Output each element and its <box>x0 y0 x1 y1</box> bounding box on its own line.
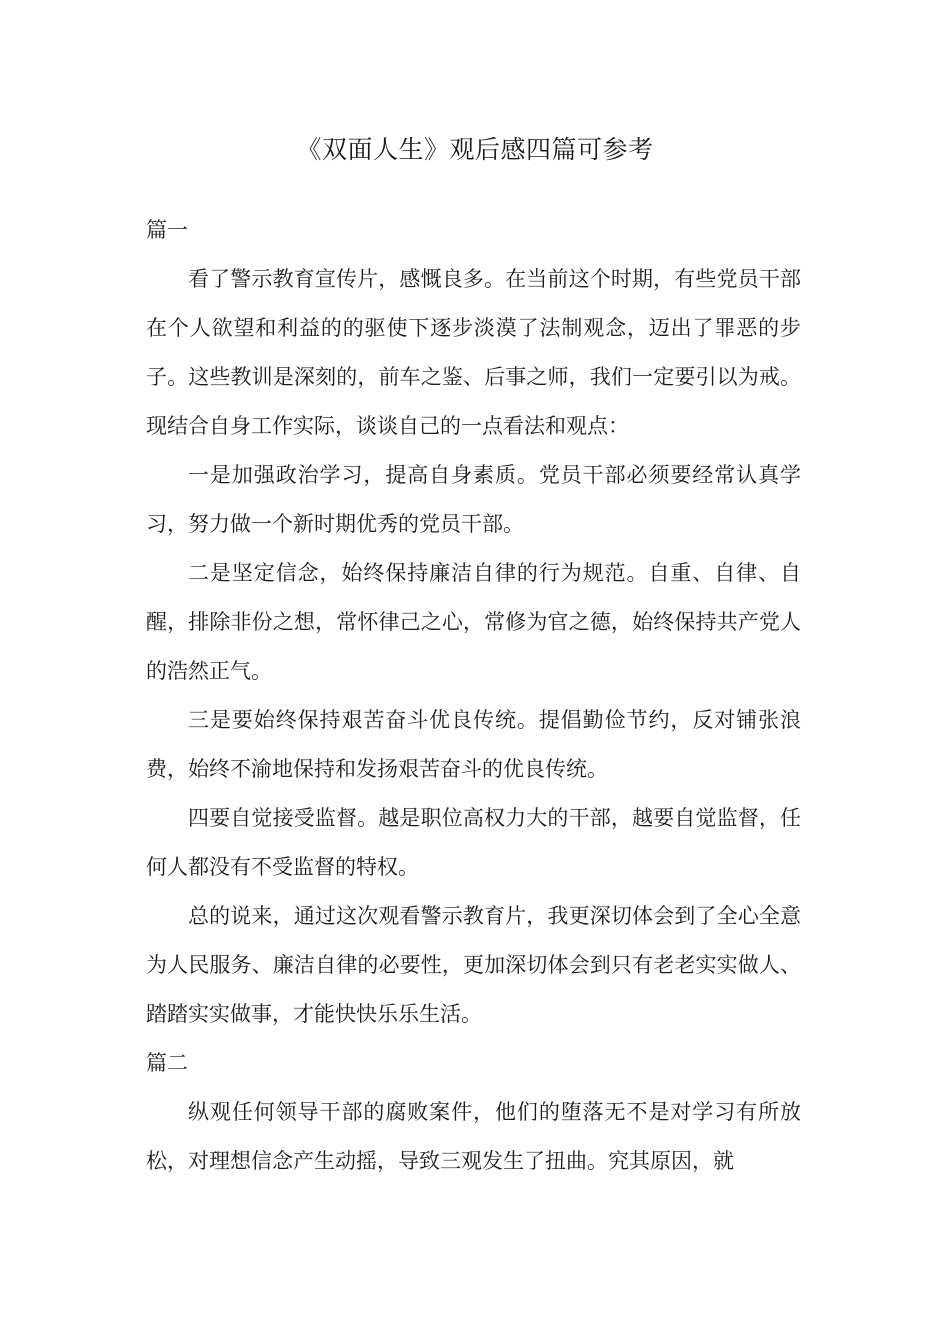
paragraph: 看了警示教育宣传片，感慨良多。在当前这个时期，有些党员干部在个人欲望和利益的的驱使下逐步淡漠了法制观念，迈出了罪恶的步子。这些教训是深刻的，前车之鉴、后事之师，我们一定要引以为戒。现结合自身工作实际，谈谈自己的一点看法和观点： <box>146 267 801 438</box>
paragraph: 二是坚定信念，始终保持廉洁自律的行为规范。自重、自律、自醒，排除非份之想，常怀律己之心，常修为官之德，始终保持共产党人的浩然正气。 <box>146 561 801 683</box>
document-body <box>146 206 801 1186</box>
section-heading-1: 篇一 <box>146 218 188 242</box>
paragraph: 三是要始终保持艰苦奋斗优良传统。提倡勤俭节约，反对铺张浪费，始终不渝地保持和发扬艰苦奋斗的优良传统。 <box>146 708 801 781</box>
section-heading-2: 篇二 <box>146 1051 188 1075</box>
paragraph: 总的说来，通过这次观看警示教育片，我更深切体会到了全心全意为人民服务、廉洁自律的必要性，更加深切体会到只有老老实实做人、踏踏实实做事，才能快快乐乐生活。 <box>146 904 801 1026</box>
paragraph: 四要自觉接受监督。越是职位高权力大的干部，越要自觉监督，任何人都没有不受监督的特权。 <box>146 806 801 879</box>
paragraph: 一是加强政治学习，提高自身素质。党员干部必须要经常认真学习，努力做一个新时期优秀的党员干部。 <box>146 463 801 536</box>
document-title: 《双面人生》观后感四篇可参考 <box>296 135 654 164</box>
paragraph: 纵观任何领导干部的腐败案件，他们的堕落无不是对学习有所放松，对理想信念产生动摇，导致三观发生了扭曲。究其原因，就 <box>146 1100 801 1173</box>
